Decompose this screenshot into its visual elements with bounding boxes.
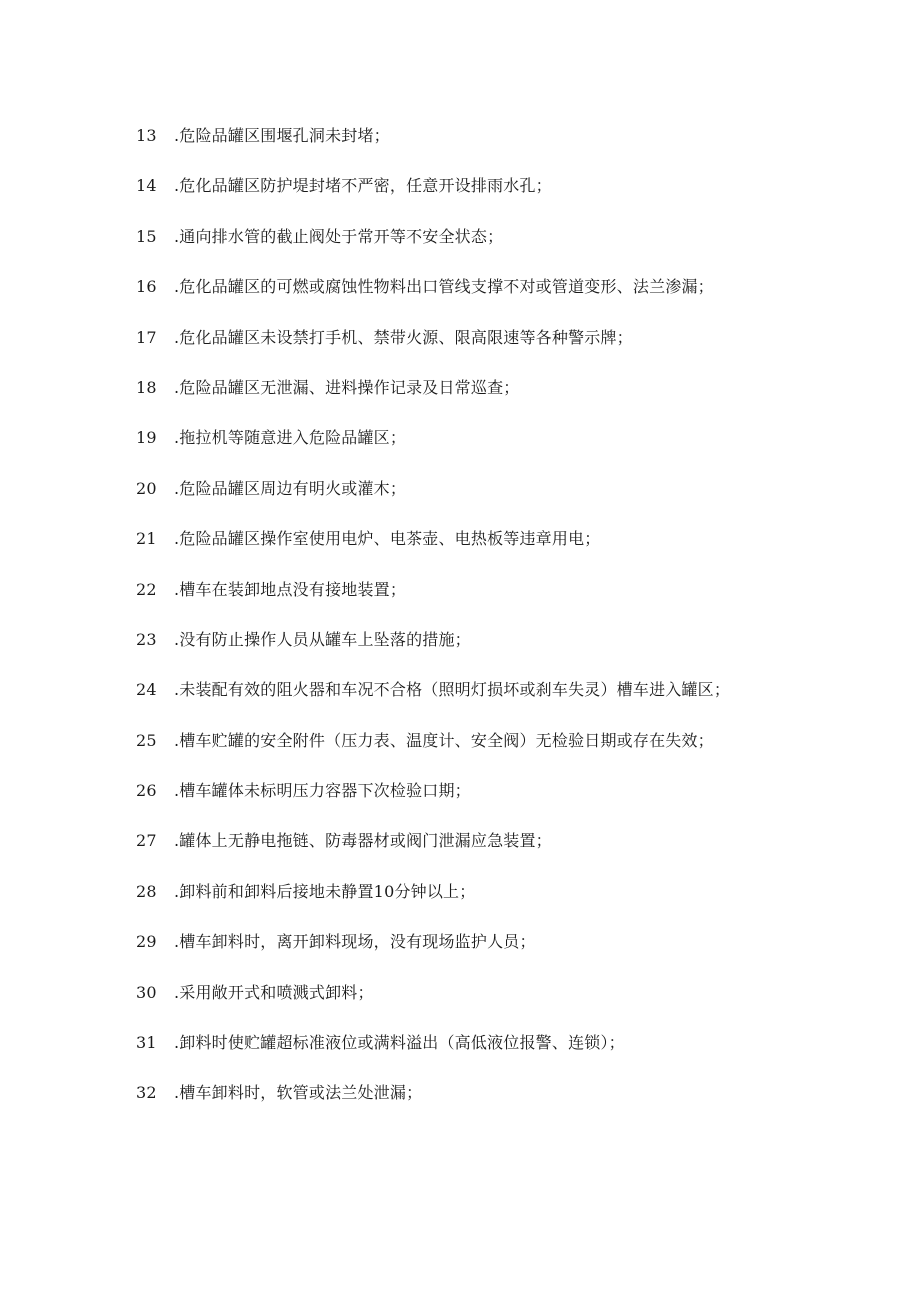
item-text: .危化品罐区的可燃或腐蚀性物料出口管线支撑不对或管道变形、法兰渗漏；	[174, 277, 714, 297]
item-text: .未装配有效的阻火器和车况不合格（照明灯损坏或刹车失灵）槽车进入罐区；	[174, 680, 731, 700]
list-item	[136, 678, 786, 702]
item-number: 28	[136, 881, 157, 901]
item-number: 31	[136, 1033, 157, 1053]
list-item	[136, 628, 786, 652]
list-item	[136, 124, 786, 148]
item-number: 30	[136, 982, 157, 1002]
item-text: .拖拉机等随意进入危险品罐区；	[174, 428, 407, 448]
item-text: .采用敞开式和喷溅式卸料；	[174, 982, 374, 1002]
item-number: 20	[136, 478, 157, 498]
item-text: .罐体上无静电拖链、防毒器材或阀门泄漏应急装置；	[174, 831, 552, 851]
item-text: .危险品罐区无泄漏、进料操作记录及日常巡查；	[174, 377, 520, 397]
list-item	[136, 930, 786, 954]
item-number: 16	[136, 277, 157, 297]
list-item	[136, 477, 786, 501]
list-item	[136, 729, 786, 753]
item-text: .槽车在装卸地点没有接地装置；	[174, 579, 407, 599]
item-text: .危险品罐区周边有明火或灌木；	[174, 478, 407, 498]
list-item	[136, 779, 786, 803]
list-item	[136, 527, 786, 551]
list-item	[136, 376, 786, 400]
item-number: 32	[136, 1083, 157, 1103]
item-number: 29	[136, 932, 157, 952]
list-item	[136, 326, 786, 350]
list-item	[136, 225, 786, 249]
item-text: .危险品罐区操作室使用电炉、电茶壶、电热板等违章用电；	[174, 529, 601, 549]
list-item	[136, 1081, 786, 1105]
hazard-list	[136, 124, 786, 1132]
item-text: .槽车贮罐的安全附件（压力表、温度计、安全阀）无检验日期或存在失效；	[174, 730, 714, 750]
item-number: 26	[136, 781, 157, 801]
item-text: .没有防止操作人员从罐车上坠落的措施；	[174, 629, 471, 649]
item-text: .危险品罐区围堰孔洞未封堵；	[174, 126, 390, 145]
item-number: 17	[136, 327, 157, 347]
item-number: 21	[136, 529, 157, 549]
item-number: 27	[136, 831, 157, 851]
list-item	[136, 174, 786, 198]
list-item	[136, 1031, 786, 1055]
list-item	[136, 275, 786, 299]
list-item	[136, 578, 786, 602]
item-number: 22	[136, 579, 157, 599]
item-text: .通向排水管的截止阀处于常开等不安全状态；	[174, 226, 504, 246]
item-number: 24	[136, 680, 157, 700]
item-number: 14	[136, 176, 157, 196]
item-text: .槽车卸料时，离开卸料现场，没有现场监护人员；	[174, 932, 536, 952]
item-text: .危化品罐区防护堤封堵不严密，任意开设排雨水孔；	[174, 176, 552, 196]
item-text: .卸料时使贮罐超标准液位或满料溢出（高低液位报警、连锁）；	[174, 1033, 625, 1053]
item-text: .卸料前和卸料后接地未静置10分钟以上；	[174, 881, 476, 901]
item-text: .槽车卸料时，软管或法兰处泄漏；	[174, 1083, 423, 1103]
list-item	[136, 981, 786, 1005]
list-item	[136, 829, 786, 853]
item-number: 23	[136, 629, 157, 649]
item-number: 25	[136, 730, 157, 750]
item-number: 15	[136, 226, 157, 246]
item-number: 13	[136, 126, 157, 145]
item-text: .槽车罐体未标明压力容器下次检验口期；	[174, 781, 471, 801]
item-number: 18	[136, 377, 157, 397]
item-number: 19	[136, 428, 157, 448]
list-item	[136, 880, 786, 904]
list-item	[136, 426, 786, 450]
item-text: .危化品罐区未设禁打手机、禁带火源、限高限速等各种警示牌；	[174, 327, 633, 347]
